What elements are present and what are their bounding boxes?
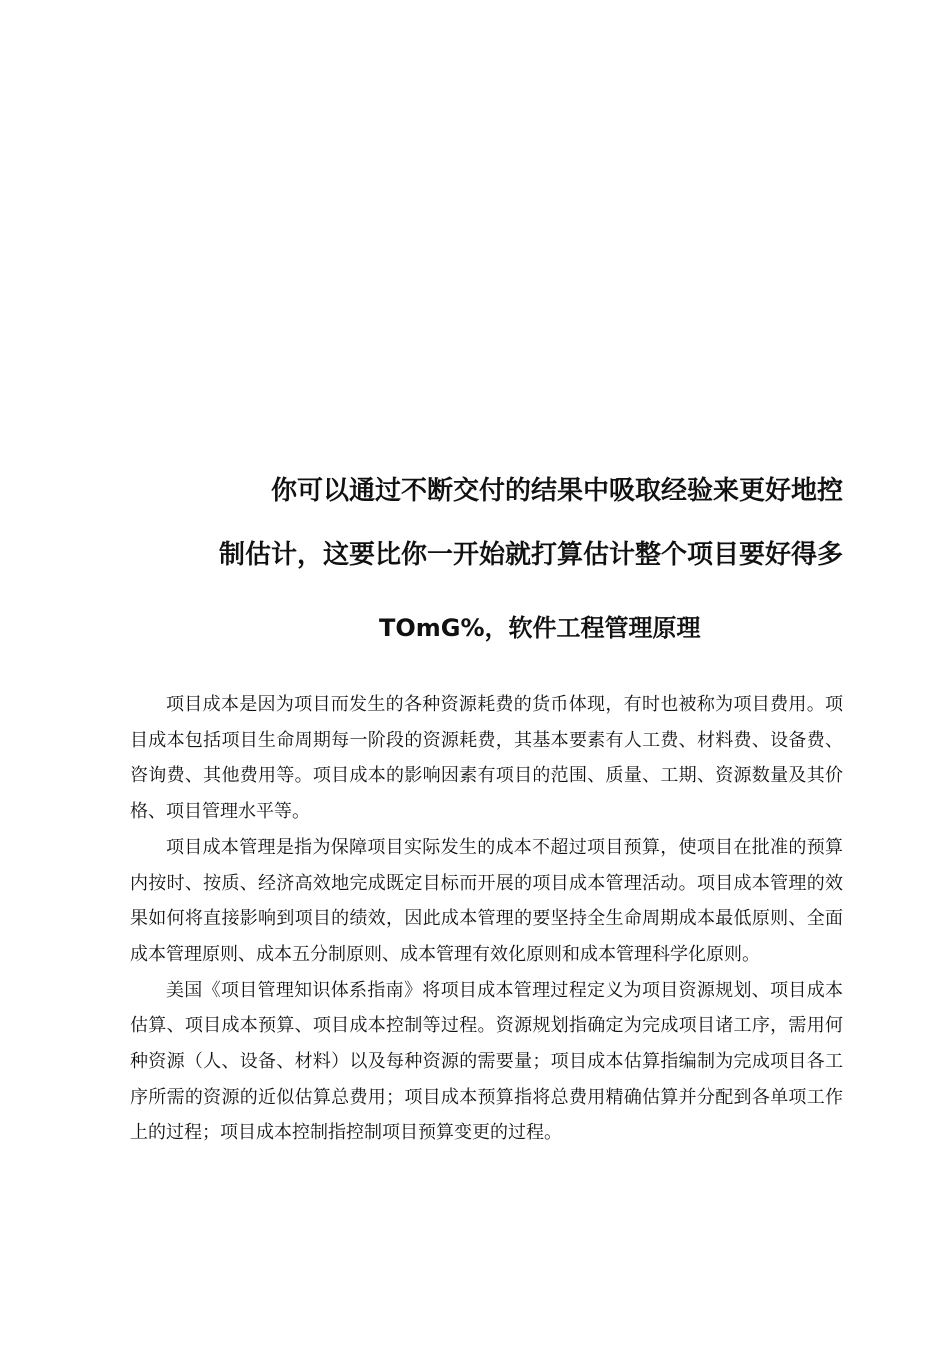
epigraph-quote [130,466,843,580]
document-body [130,687,843,1151]
paragraph-3: 美国《项目管理知识体系指南》将项目成本管理过程定义为项目资源规划、项目成本估算、项目成本预算、项目成本控制等过程。资源规划指确定为完成项目诸工序，需用何种资源（人、设备、材料）以及每种资源的需要量；项目成本估算指编制为完成项目各工序所需的资源的近似估算总费用；项目成本预算指将总费用精确估算并分配到各单项工作上的过程；项目成本控制指控制项目预算变更的过程。 [130,979,843,1144]
paragraph-1: 项目成本是因为项目而发生的各种资源耗费的货币体现，有时也被称为项目费用。项目成本包括项目生命周期每一阶段的资源耗费，其基本要素有人工费、材料费、设备费、咨询费、其他费用等。项目成本的影响因素有项目的范围、质量、工期、资源数量及其价格、项目管理水平等。 [130,694,843,823]
paragraph-2: 项目成本管理是指为保障项目实际发生的成本不超过项目预算，使项目在批准的预算内按时、按质、经济高效地完成既定目标而开展的项目成本管理活动。项目成本管理的效果如何将直接影响到项目的绩效，因此成本管理的要坚持全生命周期成本最低原则、全面成本管理原则、成本五分制原则、成本管理有效化原则和成本管理科学化原则。 [130,836,843,965]
epigraph-line-2: 制估计，这要比你一开始就打算估计整个项目要好得多 [218,540,843,570]
epigraph-line-1: 你可以通过不断交付的结果中吸取经验来更好地控 [270,476,843,506]
epigraph-attribution: TOmG%，软件工程管理原理 [379,614,701,642]
